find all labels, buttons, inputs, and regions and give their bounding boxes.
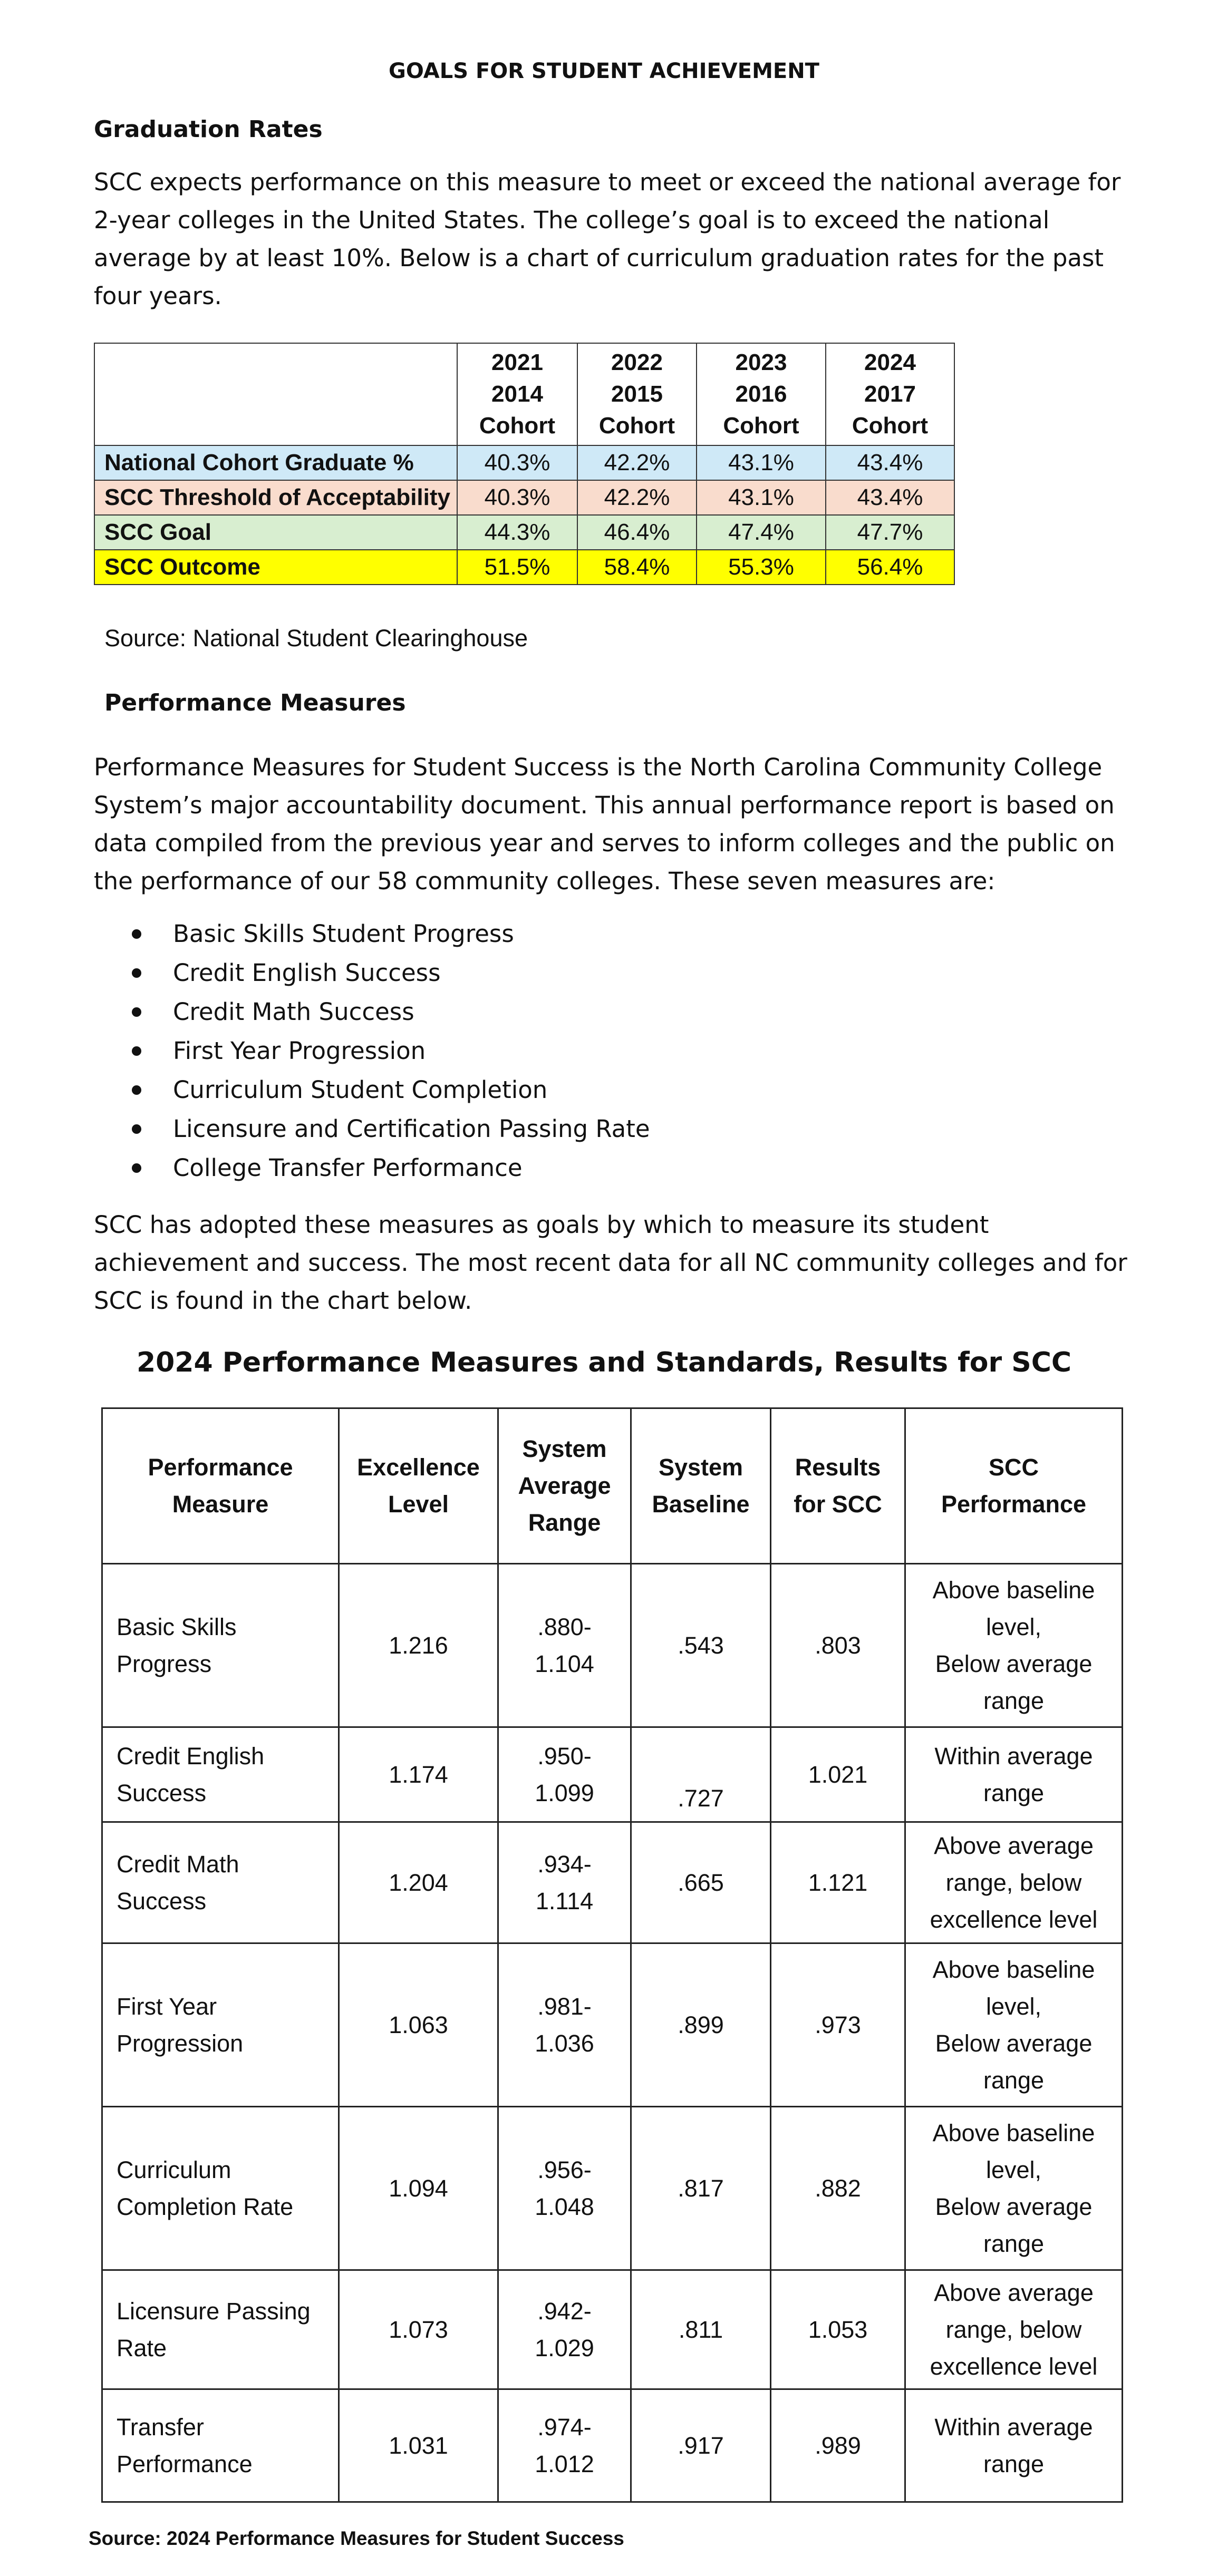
cell-line: range (983, 2450, 1045, 2477)
list-item-text: Credit Math Success (173, 998, 414, 1026)
cell-result: .973 (771, 1943, 905, 2107)
cell-line: 1.029 (535, 2334, 594, 2361)
table-row (102, 1727, 1123, 1822)
cell-measure (102, 1943, 339, 2107)
header-cohort: Cohort (723, 413, 799, 439)
row-scc-outcome (94, 550, 954, 585)
graduation-header-2023 (697, 343, 826, 445)
graduation-header-2024 (826, 343, 954, 445)
table-row (102, 1822, 1123, 1943)
cell-line: 1.048 (535, 2193, 594, 2220)
cell-baseline: .917 (631, 2389, 771, 2502)
cell-measure (102, 2270, 339, 2389)
list-item-text: Credit English Success (173, 959, 441, 987)
table-cell: 42.2% (577, 445, 697, 480)
table-row (102, 1564, 1123, 1727)
cell-line: range (983, 2230, 1045, 2257)
cell-line: Above average (934, 1832, 1094, 1859)
cell-excellence: 1.094 (339, 2107, 498, 2270)
list-item (132, 993, 650, 1032)
list-item-text: First Year Progression (173, 1037, 426, 1065)
table-cell: 43.1% (697, 480, 826, 515)
bullet-icon (132, 1007, 141, 1017)
header-line: Range (528, 1509, 601, 1536)
header-system-average-range (498, 1408, 631, 1564)
row-scc-goal (94, 515, 954, 550)
row-label: SCC Goal (94, 515, 457, 550)
list-item-text: College Transfer Performance (173, 1154, 523, 1182)
cell-line: Transfer (117, 2413, 204, 2441)
header-line: Performance (148, 1454, 293, 1481)
header-scc-performance (905, 1408, 1123, 1564)
list-item-text: Curriculum Student Completion (173, 1076, 548, 1104)
header-line: Results (795, 1454, 881, 1481)
cell-line: level, (985, 2156, 1042, 2183)
header-line: Baseline (652, 1491, 750, 1518)
table-cell: 46.4% (577, 515, 697, 550)
cell-performance (905, 1564, 1123, 1727)
cell-result: 1.053 (771, 2270, 905, 2389)
cell-line: range, below (945, 1869, 1082, 1896)
table-cell: 43.4% (826, 445, 954, 480)
list-item (132, 954, 650, 993)
row-label: SCC Outcome (94, 550, 457, 585)
cell-line: excellence level (930, 1906, 1098, 1933)
table-cell: 55.3% (697, 550, 826, 585)
cell-performance (905, 1822, 1123, 1943)
list-item (132, 915, 650, 954)
cell-excellence: 1.063 (339, 1943, 498, 2107)
list-item (132, 1071, 650, 1110)
cell-result: 1.121 (771, 1822, 905, 1943)
cell-line: Above baseline (932, 1576, 1095, 1603)
cell-baseline: .665 (631, 1822, 771, 1943)
graduation-header-blank (94, 343, 457, 445)
cell-line: .942- (537, 2297, 592, 2325)
cell-line: Progress (117, 1650, 212, 1677)
cell-line: Rate (117, 2334, 167, 2361)
cell-result: .803 (771, 1564, 905, 1727)
cell-excellence: 1.073 (339, 2270, 498, 2389)
cell-measure (102, 1822, 339, 1943)
cell-line: 1.099 (535, 1779, 594, 1806)
cell-line: .981- (537, 1992, 592, 2020)
cell-line: 1.104 (535, 1650, 594, 1677)
performance-table-title: 2024 Performance Measures and Standards, Results for SCC (136, 1347, 1072, 1378)
cell-baseline: .727 (631, 1727, 771, 1822)
list-item-text: Licensure and Certification Passing Rate (173, 1115, 650, 1143)
cell-range (498, 1943, 631, 2107)
header-cohort: Cohort (479, 413, 556, 439)
graduation-header-2021 (457, 343, 577, 445)
bullet-icon (132, 1163, 141, 1173)
cell-line: Success (117, 1779, 207, 1806)
header-line: Excellence (357, 1454, 480, 1481)
bullet-icon (132, 1085, 141, 1095)
cell-performance (905, 2107, 1123, 2270)
cell-measure (102, 1564, 339, 1727)
cell-range (498, 2107, 631, 2270)
cell-range (498, 1564, 631, 1727)
cell-line: range (983, 2066, 1045, 2094)
header-system-baseline (631, 1408, 771, 1564)
cell-line: Below average (935, 2193, 1093, 2220)
cell-line: Within average (934, 2413, 1093, 2441)
bullet-icon (132, 929, 141, 939)
cell-performance (905, 2270, 1123, 2389)
cell-performance (905, 2389, 1123, 2502)
graduation-rates-heading: Graduation Rates (94, 116, 323, 143)
cell-line: range (983, 1779, 1045, 1806)
cell-excellence: 1.204 (339, 1822, 498, 1943)
header-cohort: Cohort (598, 413, 675, 439)
bullet-icon (132, 1046, 141, 1056)
row-label: SCC Threshold of Acceptability (94, 480, 457, 515)
adopt-paragraph: SCC has adopted these measures as goals by which to measure its student achievement and success. The most recent data for all NC community colleges and for SCC is found in the chart below. (94, 1211, 1127, 1315)
cell-measure (102, 2389, 339, 2502)
cell-range (498, 2389, 631, 2502)
header-year: 2022 (611, 349, 663, 375)
header-cohort-year: 2016 (735, 381, 787, 407)
cell-line: .950- (537, 1742, 592, 1770)
bullet-icon (132, 1124, 141, 1134)
cell-line: level, (985, 1613, 1042, 1640)
table-cell: 44.3% (457, 515, 577, 550)
row-threshold (94, 480, 954, 515)
header-cohort-year: 2017 (864, 381, 916, 407)
cell-baseline: .899 (631, 1943, 771, 2107)
measures-list (132, 915, 650, 1188)
cell-performance (905, 1943, 1123, 2107)
cell-line: range (983, 1687, 1045, 1714)
cell-line: Curriculum (117, 2156, 231, 2183)
table-row (102, 2389, 1123, 2502)
table-cell: 42.2% (577, 480, 697, 515)
table-row (102, 2270, 1123, 2389)
cell-result: .989 (771, 2389, 905, 2502)
table-cell: 51.5% (457, 550, 577, 585)
cell-range (498, 2270, 631, 2389)
cell-performance (905, 1727, 1123, 1822)
cell-line: .934- (537, 1850, 592, 1878)
table-cell: 40.3% (457, 480, 577, 515)
performance-table-header-row (102, 1408, 1123, 1564)
cell-line: 1.036 (535, 2029, 594, 2057)
cell-measure (102, 1727, 339, 1822)
page-title: GOALS FOR STUDENT ACHIEVEMENT (389, 59, 819, 83)
cell-measure (102, 2107, 339, 2270)
graduation-paragraph: SCC expects performance on this measure to meet or exceed the national average for 2-year colleges in the United States. The college’s goal is to exceed the national average by at least 10%. Below is a chart of curriculum graduation rates for the past four years. (94, 168, 1121, 310)
graduation-header-2022 (577, 343, 697, 445)
header-performance-measure (102, 1408, 339, 1564)
table-cell: 40.3% (457, 445, 577, 480)
header-cohort: Cohort (852, 413, 929, 439)
header-excellence-level (339, 1408, 498, 1564)
row-label: National Cohort Graduate % (94, 445, 457, 480)
performance-paragraph: Performance Measures for Student Success is the North Carolina Community College System’s major accountability document. This annual performance report is based on data compiled from the previous year and serves to inform colleges and the public on the performance of our 58 community colleges. These seven measures are: (94, 753, 1115, 895)
graduation-rates-table (94, 343, 955, 585)
cell-result: .882 (771, 2107, 905, 2270)
cell-excellence: 1.216 (339, 1564, 498, 1727)
list-item (132, 1032, 650, 1071)
cell-range (498, 1822, 631, 1943)
cell-line: Progression (117, 2029, 244, 2057)
table-cell: 58.4% (577, 550, 697, 585)
header-line: Performance (941, 1491, 1087, 1518)
cell-line: First Year (117, 1992, 217, 2020)
graduation-source: Source: National Student Clearinghouse (104, 625, 528, 652)
header-line: System (522, 1435, 607, 1462)
header-cohort-year: 2014 (491, 381, 543, 407)
table-cell: 43.4% (826, 480, 954, 515)
cell-line: Above average (934, 2279, 1094, 2306)
cell-line: Credit English (117, 1742, 265, 1770)
cell-line: 1.012 (535, 2450, 594, 2477)
cell-baseline: .817 (631, 2107, 771, 2270)
header-line: Level (388, 1491, 449, 1518)
header-line: Average (518, 1472, 611, 1499)
cell-line: Success (117, 1887, 207, 1914)
cell-line: 1.114 (535, 1887, 594, 1914)
cell-baseline: .811 (631, 2270, 771, 2389)
header-year: 2021 (491, 349, 543, 375)
list-item-text: Basic Skills Student Progress (173, 920, 514, 948)
table-cell: 47.7% (826, 515, 954, 550)
cell-line: Below average (935, 2029, 1093, 2057)
header-results-for-scc (771, 1408, 905, 1564)
bullet-icon (132, 968, 141, 978)
header-cohort-year: 2015 (611, 381, 663, 407)
cell-line: Basic Skills (117, 1613, 237, 1640)
cell-line: Above baseline (932, 2119, 1095, 2146)
table-row (102, 2107, 1123, 2270)
cell-line: level, (985, 1992, 1042, 2020)
row-national-cohort (94, 445, 954, 480)
header-year: 2023 (735, 349, 787, 375)
performance-source: Source: 2024 Performance Measures for Student Success (89, 2528, 624, 2549)
cell-line: Within average (934, 1742, 1093, 1770)
cell-excellence: 1.174 (339, 1727, 498, 1822)
header-line: Measure (172, 1491, 269, 1518)
table-cell: 43.1% (697, 445, 826, 480)
cell-line: excellence level (930, 2353, 1098, 2380)
cell-line: Completion Rate (117, 2193, 294, 2220)
cell-line: .974- (537, 2413, 592, 2441)
cell-line: .956- (537, 2156, 592, 2183)
header-line: for SCC (794, 1491, 882, 1518)
table-row (102, 1943, 1123, 2107)
cell-line: Credit Math (117, 1850, 239, 1878)
cell-line: Performance (117, 2450, 253, 2477)
header-year: 2024 (864, 349, 916, 375)
cell-baseline: .543 (631, 1564, 771, 1727)
cell-result: 1.021 (771, 1727, 905, 1822)
cell-line: .880- (537, 1613, 592, 1640)
cell-line: Above baseline (932, 1956, 1095, 1983)
cell-range (498, 1727, 631, 1822)
table-cell: 47.4% (697, 515, 826, 550)
header-line: System (658, 1454, 743, 1481)
cell-line: Below average (935, 1650, 1093, 1677)
cell-line: Licensure Passing (117, 2297, 311, 2325)
cell-line: range, below (945, 2316, 1082, 2343)
list-item (132, 1110, 650, 1149)
cell-excellence: 1.031 (339, 2389, 498, 2502)
header-line: SCC (988, 1454, 1039, 1481)
list-item (132, 1149, 650, 1188)
table-cell: 56.4% (826, 550, 954, 585)
performance-measures-table (101, 1407, 1123, 2503)
performance-measures-heading: Performance Measures (104, 689, 406, 716)
graduation-table-header-row (94, 343, 954, 445)
